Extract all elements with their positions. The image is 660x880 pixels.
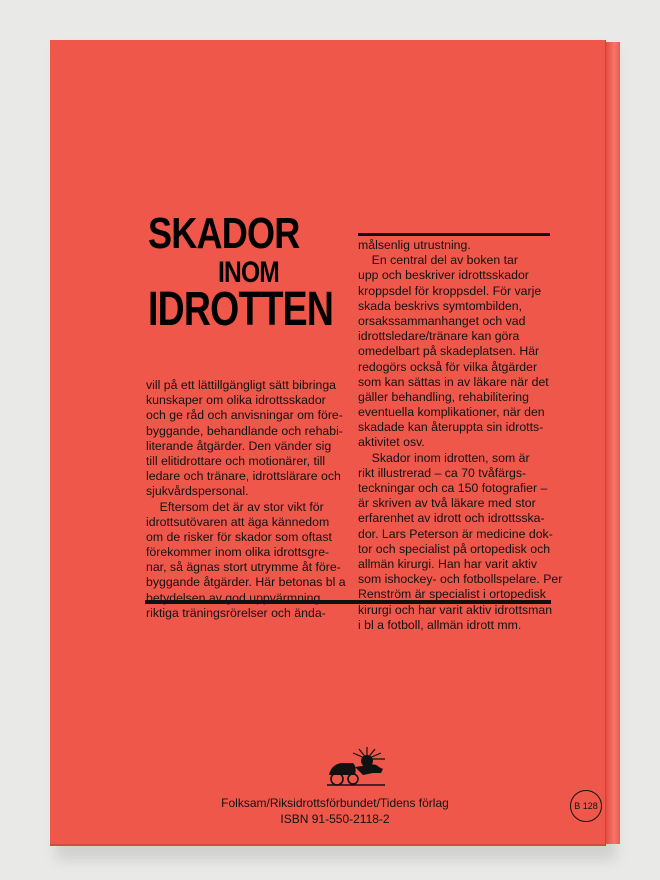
text-line: kroppsdel för kroppsdel. För varje [358,283,542,298]
text-line: kunskaper om olika idrottsskador [146,393,326,408]
text-line: sjukvårdspersonal. [146,484,249,499]
text-line: literande åtgärder. Den vänder sig [146,438,332,453]
text-line: orsakssammanhanget och vad [358,313,526,328]
catalog-badge: B 128 [570,790,602,822]
text-line: idrottsledare/tränare kan göra [358,329,520,344]
text-line: En central del av boken tar [358,253,518,268]
text-line: Skador inom idrotten, som är [358,450,530,465]
text-line: vill på ett lättillgängligt sätt bibringa [146,378,337,392]
text-line: målsenlig utrustning. [358,238,471,252]
publisher-line: Folksam/Riksidrottsförbundet/Tidens förlag [221,796,449,810]
text-line: gäller behandling, rehabilitering [358,389,529,404]
title-line-3: IDROTTEN [148,283,334,336]
text-line: idrottsutövaren att äga kännedom [146,514,330,529]
top-rule [358,233,550,236]
text-line: riktiga träningsrörelser och ända- [146,605,326,620]
text-line: i bl a fotboll, allmän idrott mm. [358,617,522,632]
text-line: Eftersom det är av stor vikt för [146,499,324,514]
text-line: eventuella komplikationer, när den [358,405,545,420]
text-line: aktivitet osv. [358,435,425,450]
text-line: om de risker för skador som oftast [146,529,332,544]
text-line: som kan sättas in av läkare när det [358,374,549,389]
left-text-column [146,378,346,621]
text-line: dor. Lars Peterson är medicine dok- [358,526,553,541]
text-line: kirurgi och har varit aktiv idrottsman [358,602,553,617]
isbn-line: ISBN 91-550-2118-2 [280,811,390,826]
text-line: nar, så ägnas stort utrymme åt före- [146,560,341,575]
text-line: erfarenhet av idrott och idrottsska- [358,511,545,526]
book-title [148,209,348,336]
text-line: skada beskrivs symtombilden, [358,298,523,313]
text-line: och ge råd och anvisningar om före- [146,408,343,423]
text-line: förekommer inom olika idrottsgre- [146,545,330,560]
text-line: ledare och tränare, idrottslärare och [146,469,341,484]
text-line: byggande, behandlande och rehabi- [146,423,343,438]
title-line-2: INOM [218,256,279,289]
imprint [210,796,460,827]
text-line: byggande åtgärder. Här betonas bl a [146,575,346,590]
text-line: rikt illustrerad – ca 70 tvåfärgs- [358,465,527,480]
text-line: teckningar och ca 150 fotografier – [358,481,548,495]
text-line: redogörs också för vilka åtgärder [358,359,538,374]
text-line: tor och specialist på ortopedisk och [358,541,551,556]
text-line: till elitidrottare och motionärer, till [146,453,326,468]
text-line: är skriven av två läkare med stor [358,496,536,511]
text-line: skadade kan återuppta sin idrotts- [358,420,544,435]
text-line: som ishockey- och fotbollspelare. Per [358,572,563,587]
right-text-column [358,238,562,633]
text-line: upp och beskriver idrottsskador [358,268,529,283]
text-line: betydelsen av god uppvärmning, [146,590,324,605]
stagecoach-sun-logo-icon [323,745,389,789]
title-line-1: SKADOR [148,209,300,258]
text-line: allmän kirurgi. Han har varit aktiv [358,556,538,571]
text-line: Renström är specialist i ortopedisk [358,587,546,602]
book-spine-edge [606,42,620,844]
text-line: omedelbart på skadeplatsen. Här [358,344,540,359]
